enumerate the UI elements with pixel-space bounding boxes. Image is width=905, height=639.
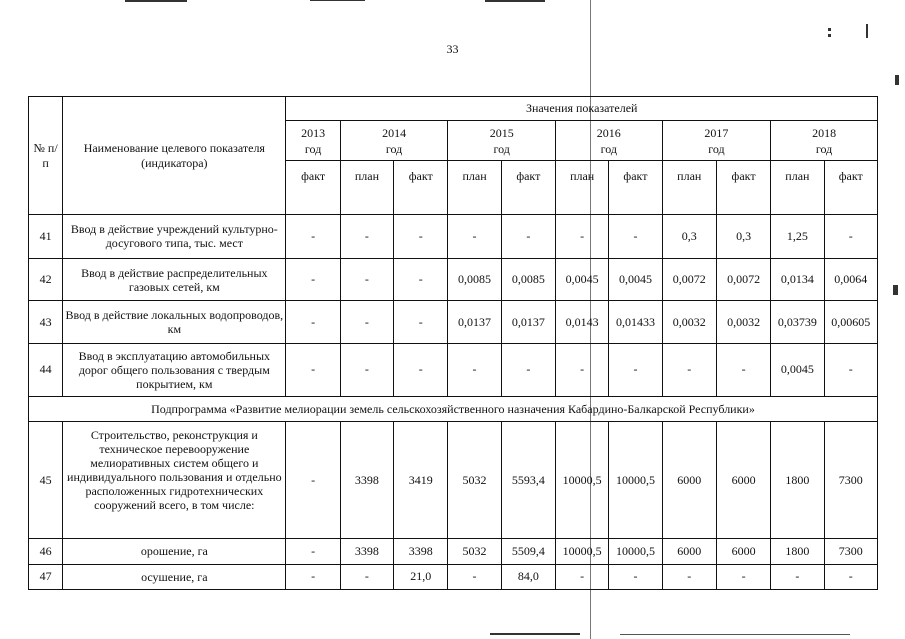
indicator-name: Ввод в действие локальных водопроводов, км xyxy=(63,301,286,344)
header-subcolumn: факт xyxy=(609,161,662,215)
header-year-value: 2018 xyxy=(812,125,837,140)
value-cell: - xyxy=(286,258,340,301)
indicator-name: Ввод в действие учреждений культурно-досугового типа, тыс. мест xyxy=(63,215,286,259)
header-year xyxy=(448,121,556,161)
value-cell: 6000 xyxy=(662,422,716,539)
value-cell: - xyxy=(340,215,393,259)
value-cell: 0,3 xyxy=(662,215,716,259)
value-cell: 10000,5 xyxy=(609,422,662,539)
value-cell: 0,0072 xyxy=(716,258,770,301)
value-cell: - xyxy=(286,539,340,564)
value-cell: 0,0032 xyxy=(716,301,770,344)
scan-mark xyxy=(485,0,545,2)
scan-mark xyxy=(125,0,187,2)
value-cell: 0,0143 xyxy=(556,301,609,344)
value-cell: - xyxy=(286,422,340,539)
value-cell: - xyxy=(824,344,877,397)
value-cell: - xyxy=(662,344,716,397)
value-cell: 5032 xyxy=(448,539,501,564)
header-year xyxy=(556,121,663,161)
indicator-name: осушение, га xyxy=(63,564,286,589)
indicator-name: Строительство, реконструкция и техническое перевооружение мелиоративных систем общего и индивидуального пользования и отдельно расположенных гидротехнических сооружений всего, в том числе: xyxy=(63,422,286,539)
value-cell: 6000 xyxy=(716,422,770,539)
table-row xyxy=(29,215,878,259)
indicator-name: Ввод в эксплуатацию автомобильных дорог общего пользования с твердым покрытием, км xyxy=(63,344,286,397)
indicators-table xyxy=(28,96,878,590)
header-subcolumn: факт xyxy=(716,161,770,215)
header-year-unit: год xyxy=(815,141,833,156)
table-row xyxy=(29,539,878,564)
value-cell: - xyxy=(394,301,448,344)
value-cell: - xyxy=(556,564,609,589)
value-cell: 10000,5 xyxy=(556,539,609,564)
scan-mark xyxy=(866,24,868,38)
row-number: 43 xyxy=(29,301,63,344)
scan-mark xyxy=(828,34,831,37)
row-number: 45 xyxy=(29,422,63,539)
header-year-value: 2016 xyxy=(596,125,621,140)
value-cell: 0,0134 xyxy=(771,258,824,301)
value-cell: - xyxy=(771,564,824,589)
scan-mark xyxy=(310,0,365,1)
value-cell: 0,00605 xyxy=(824,301,877,344)
value-cell: 0,0137 xyxy=(448,301,501,344)
value-cell: - xyxy=(556,344,609,397)
header-subcolumn: план xyxy=(340,161,393,215)
table-row xyxy=(29,564,878,589)
value-cell: 0,0045 xyxy=(609,258,662,301)
value-cell: - xyxy=(448,564,501,589)
header-year-value: 2014 xyxy=(382,125,407,140)
value-cell: - xyxy=(609,215,662,259)
row-number: 41 xyxy=(29,215,63,259)
value-cell: - xyxy=(448,344,501,397)
header-subcolumn: факт xyxy=(824,161,877,215)
value-cell: 84,0 xyxy=(501,564,555,589)
value-cell: 0,03739 xyxy=(771,301,824,344)
table-row xyxy=(29,344,878,397)
value-cell: 0,01433 xyxy=(609,301,662,344)
header-subcolumn: план xyxy=(556,161,609,215)
value-cell: 5509,4 xyxy=(501,539,555,564)
value-cell: 0,0072 xyxy=(662,258,716,301)
row-number: 47 xyxy=(29,564,63,589)
scan-mark xyxy=(490,633,580,635)
header-year xyxy=(662,121,771,161)
scan-mark xyxy=(895,75,899,85)
value-cell: 6000 xyxy=(662,539,716,564)
subprogram-title: Подпрограмма «Развитие мелиорации земель сельскохозяйственного назначения Кабардино-Балкарской Республики» xyxy=(29,396,878,421)
value-cell: 3398 xyxy=(394,539,448,564)
header-year-unit: год xyxy=(385,141,403,156)
header-year-unit: год xyxy=(600,141,617,156)
value-cell: 0,0085 xyxy=(448,258,501,301)
value-cell: 6000 xyxy=(716,539,770,564)
value-cell: - xyxy=(340,301,393,344)
value-cell: 1,25 xyxy=(771,215,824,259)
header-year-unit: год xyxy=(493,141,510,156)
value-cell: - xyxy=(556,215,609,259)
value-cell: 5032 xyxy=(448,422,501,539)
header-year-value: 2017 xyxy=(704,125,729,140)
value-cell: 0,0085 xyxy=(501,258,555,301)
value-cell: 5593,4 xyxy=(501,422,555,539)
value-cell: - xyxy=(286,215,340,259)
header-year-unit: год xyxy=(304,141,322,156)
value-cell: - xyxy=(501,344,555,397)
header-year xyxy=(771,121,878,161)
value-cell: - xyxy=(501,215,555,259)
header-year-value: 2015 xyxy=(489,125,514,140)
header-subcolumn: факт xyxy=(286,161,340,215)
value-cell: - xyxy=(609,564,662,589)
value-cell: 21,0 xyxy=(394,564,448,589)
value-cell: - xyxy=(824,564,877,589)
table-row xyxy=(29,422,878,539)
value-cell: - xyxy=(716,564,770,589)
value-cell: - xyxy=(394,344,448,397)
table-row xyxy=(29,258,878,301)
value-cell: 0,0045 xyxy=(556,258,609,301)
value-cell: 3398 xyxy=(340,539,393,564)
header-year-unit: год xyxy=(708,141,725,156)
value-cell: - xyxy=(286,344,340,397)
header-subcolumn: план xyxy=(662,161,716,215)
header-values-group: Значения показателей xyxy=(286,97,878,121)
value-cell: 0,3 xyxy=(716,215,770,259)
header-num: № п/п xyxy=(29,97,63,215)
value-cell: - xyxy=(340,344,393,397)
value-cell: - xyxy=(394,215,448,259)
header-subcolumn: факт xyxy=(501,161,555,215)
value-cell: - xyxy=(286,301,340,344)
value-cell: 0,0064 xyxy=(824,258,877,301)
value-cell: - xyxy=(824,215,877,259)
page-number: 33 xyxy=(446,42,459,56)
header-year xyxy=(340,121,448,161)
value-cell: - xyxy=(340,564,393,589)
scan-mark xyxy=(893,285,898,295)
value-cell: 10000,5 xyxy=(609,539,662,564)
value-cell: 10000,5 xyxy=(556,422,609,539)
subprogram-row xyxy=(29,396,878,421)
value-cell: - xyxy=(394,258,448,301)
value-cell: 7300 xyxy=(824,422,877,539)
header-subcolumn: план xyxy=(448,161,501,215)
value-cell: - xyxy=(286,564,340,589)
indicator-name: Ввод в действие распределительных газовых сетей, км xyxy=(63,258,286,301)
value-cell: - xyxy=(716,344,770,397)
row-number: 42 xyxy=(29,258,63,301)
scan-mark xyxy=(828,28,831,31)
value-cell: 0,0045 xyxy=(771,344,824,397)
value-cell: 3398 xyxy=(340,422,393,539)
row-number: 46 xyxy=(29,539,63,564)
value-cell: 7300 xyxy=(824,539,877,564)
value-cell: 1800 xyxy=(771,422,824,539)
value-cell: 3419 xyxy=(394,422,448,539)
value-cell: 0,0137 xyxy=(501,301,555,344)
value-cell: - xyxy=(662,564,716,589)
table-row xyxy=(29,301,878,344)
indicator-name: орошение, га xyxy=(63,539,286,564)
value-cell: - xyxy=(448,215,501,259)
value-cell: - xyxy=(340,258,393,301)
header-subcolumn: план xyxy=(771,161,824,215)
header-name: Наименование целевого показателя (индикатора) xyxy=(63,97,286,215)
header-subcolumn: факт xyxy=(394,161,448,215)
value-cell: 0,0032 xyxy=(662,301,716,344)
scan-mark xyxy=(620,634,850,635)
header-year xyxy=(286,121,340,161)
header-year-value: 2013 xyxy=(301,125,326,140)
row-number: 44 xyxy=(29,344,63,397)
value-cell: - xyxy=(609,344,662,397)
value-cell: 1800 xyxy=(771,539,824,564)
